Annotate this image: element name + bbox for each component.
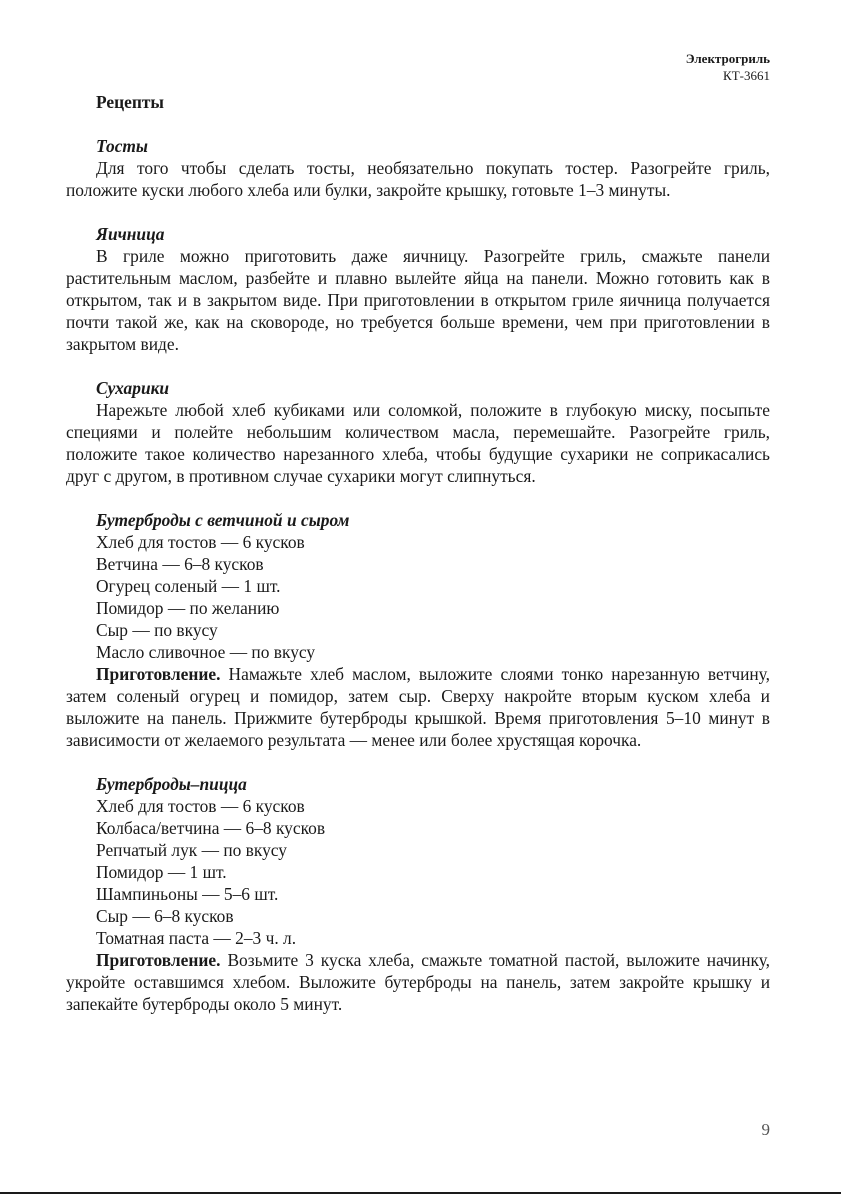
preparation-body: Возьмите 3 куска хлеба, смажьте томатной пастой, выложите начинку, укройте оставшимся хлебом. Выложите бутерброды на панель, затем закройте крышку и запекайте бутерброды около 5 минут. xyxy=(66,950,770,1014)
recipe-croutons xyxy=(66,377,770,487)
ingredient-item: Томатная паста — 2–3 ч. л. xyxy=(96,928,297,948)
ingredient-list xyxy=(66,531,770,663)
ingredient-item: Сыр — по вкусу xyxy=(96,620,218,640)
preparation-text xyxy=(66,949,770,1015)
product-name: Электрогриль xyxy=(685,51,770,66)
recipe-heading: Бутерброды с ветчиной и сыром xyxy=(96,510,350,530)
model-number: КТ-3661 xyxy=(723,68,770,83)
preparation-label: Приготовление. xyxy=(96,950,221,970)
page-number: 9 xyxy=(761,1120,770,1139)
ingredient-item: Огурец соленый — 1 шт. xyxy=(96,576,281,596)
page-content xyxy=(66,91,770,1037)
ingredient-item: Шампиньоны — 5–6 шт. xyxy=(96,884,279,904)
ingredient-item: Помидор — по желанию xyxy=(96,598,280,618)
ingredient-item: Масло сливочное — по вкусу xyxy=(96,642,316,662)
ingredient-item: Хлеб для тостов — 6 кусков xyxy=(96,796,305,816)
recipe-text: Для того чтобы сделать тосты, необязательно покупать тостер. Разогрейте гриль, положите куски любого хлеба или булки, закройте крышку, готовьте 1–3 минуты. xyxy=(66,158,770,200)
ingredient-item: Репчатый лук — по вкусу xyxy=(96,840,287,860)
recipe-toasts xyxy=(66,135,770,201)
ingredient-list xyxy=(66,795,770,949)
page-header xyxy=(686,50,770,84)
recipe-heading: Бутерброды–пицца xyxy=(96,774,247,794)
ingredient-item: Хлеб для тостов — 6 кусков xyxy=(96,532,305,552)
recipe-text: В гриле можно приготовить даже яичницу. Разогрейте гриль, смажьте панели растительным маслом, разбейте и плавно вылейте яйца на панели. Можно готовить как в открытом, так и в закрытом виде. При приготовлении в открытом гриле яичница получается почти такой же, как на сковороде, но требуется больше времени, чем при приготовлении в закрытом виде. xyxy=(66,246,770,354)
recipe-heading: Сухарики xyxy=(96,378,170,398)
preparation-body: Намажьте хлеб маслом, выложите слоями тонко нарезанную ветчину, затем соленый огурец и помидор, затем сыр. Сверху накройте вторым куском хлеба и выложите на панель. Прижмите бутерброды крышкой. Время приготовления 5–10 минут в зависимости от желаемого результата — менее или более хрустящая корочка. xyxy=(66,664,770,750)
preparation-label: Приготовление. xyxy=(96,664,221,684)
ingredient-item: Ветчина — 6–8 кусков xyxy=(96,554,264,574)
page-title: Рецепты xyxy=(96,92,164,112)
recipe-heading: Яичница xyxy=(96,224,165,244)
recipe-heading: Тосты xyxy=(96,136,149,156)
recipe-text: Нарежьте любой хлеб кубиками или соломкой, положите в глубокую миску, посыпьте специями и полейте небольшим количеством масла, перемешайте. Разогрейте гриль, положите такое количество нарезанного хлеба, чтобы будущие сухарики не соприкасались друг с другом, в противном случае сухарики могут слипнуться. xyxy=(66,400,770,486)
ingredient-item: Сыр — 6–8 кусков xyxy=(96,906,234,926)
preparation-text xyxy=(66,663,770,751)
recipe-ham-cheese xyxy=(66,509,770,751)
ingredient-item: Колбаса/ветчина — 6–8 кусков xyxy=(96,818,326,838)
recipe-eggs xyxy=(66,223,770,355)
ingredient-item: Помидор — 1 шт. xyxy=(96,862,227,882)
recipe-pizza xyxy=(66,773,770,1015)
